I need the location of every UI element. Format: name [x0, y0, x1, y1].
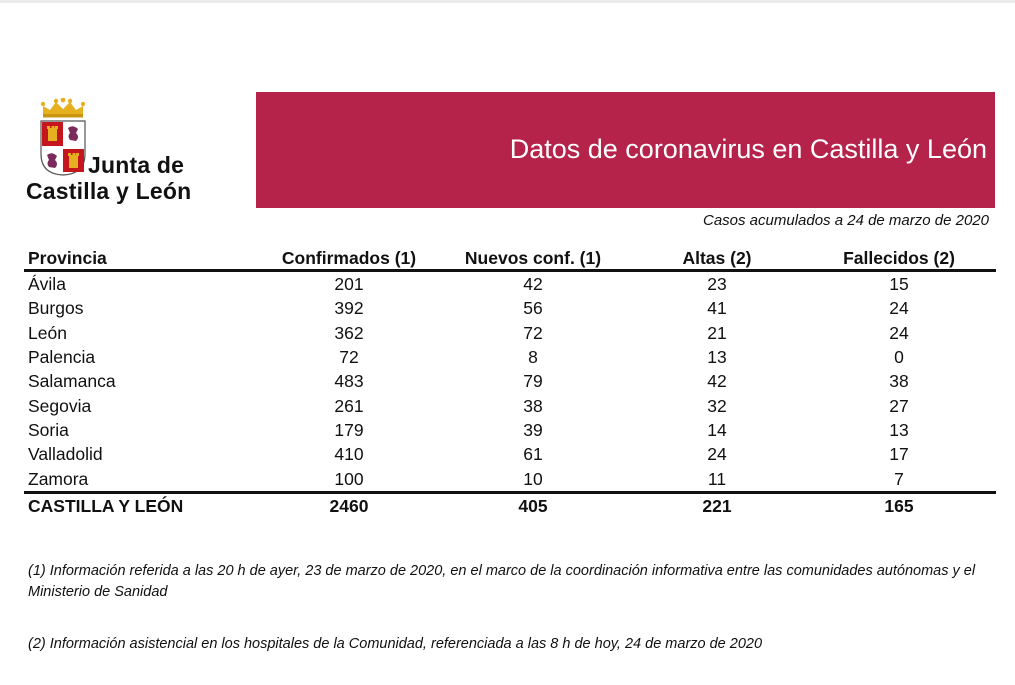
- cell-fallecidos: 0: [894, 347, 904, 368]
- total-altas: 221: [632, 492, 802, 518]
- cell-nuevos: 56: [523, 298, 543, 319]
- cell-altas: 11: [707, 468, 727, 489]
- page-title: Datos de coronavirus en Castilla y León: [509, 134, 987, 164]
- cell-nuevos: 10: [523, 468, 543, 489]
- footnote-2: (2) Información asistencial en los hospitales de la Comunidad, referenciada a las 8 h de hoy, 24 de marzo de 2020: [28, 636, 763, 652]
- table-row: [24, 345, 996, 369]
- cell-fallecidos: 24: [889, 322, 909, 343]
- cell-provincia: Burgos: [28, 298, 84, 319]
- junta-logo: [24, 98, 224, 208]
- table-row: [24, 442, 996, 466]
- cell-nuevos: 8: [528, 347, 538, 368]
- table-row: [24, 271, 996, 297]
- cell-altas: 24: [707, 444, 727, 465]
- cell-nuevos: 39: [523, 419, 543, 440]
- cell-fallecidos: 24: [889, 298, 909, 319]
- cell-altas: 32: [707, 395, 727, 416]
- cell-provincia: Salamanca: [28, 371, 116, 392]
- total-nuevos: 405: [434, 492, 632, 518]
- cell-provincia: Palencia: [28, 347, 96, 368]
- cell-nuevos: 72: [523, 322, 543, 343]
- table-header-row: [24, 244, 996, 271]
- logo-text-line1: Junta de: [88, 152, 185, 178]
- cell-altas: 42: [707, 371, 727, 392]
- cell-altas: 21: [707, 322, 727, 343]
- cell-fallecidos: 15: [889, 274, 909, 295]
- cell-fallecidos: 38: [889, 371, 909, 392]
- table-total-row: [24, 492, 996, 518]
- cases-table: [24, 244, 996, 518]
- cell-fallecidos: 13: [889, 419, 909, 440]
- cell-fallecidos: 27: [889, 395, 909, 416]
- cell-provincia: Valladolid: [28, 444, 103, 465]
- cell-nuevos: 61: [523, 444, 543, 465]
- header-nuevos: Nuevos conf. (1): [434, 244, 632, 271]
- cell-confirmados: 72: [339, 347, 359, 368]
- cell-confirmados: 483: [334, 371, 364, 392]
- table-row: [24, 369, 996, 393]
- cell-provincia: Segovia: [28, 395, 92, 416]
- cell-fallecidos: 17: [889, 444, 909, 465]
- header-altas: Altas (2): [632, 244, 802, 271]
- cell-nuevos: 38: [523, 395, 543, 416]
- cell-confirmados: 261: [334, 395, 364, 416]
- table-row: [24, 393, 996, 417]
- header-fallecidos: Fallecidos (2): [802, 244, 996, 271]
- top-border: [0, 0, 1015, 3]
- cell-confirmados: 100: [334, 468, 364, 489]
- cell-confirmados: 410: [334, 444, 364, 465]
- cell-provincia: Ávila: [28, 274, 66, 295]
- title-banner: [256, 92, 995, 208]
- cell-altas: 23: [707, 274, 727, 295]
- cell-provincia: Zamora: [28, 468, 89, 489]
- cell-altas: 13: [707, 347, 727, 368]
- cell-altas: 14: [707, 419, 727, 440]
- table-row: [24, 418, 996, 442]
- cell-nuevos: 79: [523, 371, 543, 392]
- cell-confirmados: 179: [334, 419, 364, 440]
- cell-confirmados: 392: [334, 298, 364, 319]
- cell-provincia: Soria: [28, 419, 69, 440]
- header-provincia: Provincia: [24, 244, 264, 271]
- table-row: [24, 466, 996, 492]
- header-confirmados: Confirmados (1): [264, 244, 434, 271]
- cell-provincia: León: [28, 322, 67, 343]
- total-label: CASTILLA Y LEÓN: [24, 492, 264, 518]
- cell-altas: 41: [707, 298, 727, 319]
- total-fallecidos: 165: [802, 492, 996, 518]
- total-confirmados: 2460: [264, 492, 434, 518]
- table-row: [24, 296, 996, 320]
- cell-confirmados: 362: [334, 322, 364, 343]
- crown-icon: [40, 98, 86, 118]
- cell-fallecidos: 7: [894, 468, 904, 489]
- footnote-1: (1) Información referida a las 20 h de ayer, 23 de marzo de 2020, en el marco de la coordinación informativa entre las comunidades autónomas y el Ministerio de Sanidad: [28, 563, 976, 600]
- date-subtitle: Casos acumulados a 24 de marzo de 2020: [702, 212, 989, 229]
- logo-text-line2: Castilla y León: [26, 178, 192, 204]
- coat-of-arms-icon: [40, 120, 86, 176]
- table-row: [24, 321, 996, 345]
- cell-nuevos: 42: [523, 274, 543, 295]
- cell-confirmados: 201: [334, 274, 364, 295]
